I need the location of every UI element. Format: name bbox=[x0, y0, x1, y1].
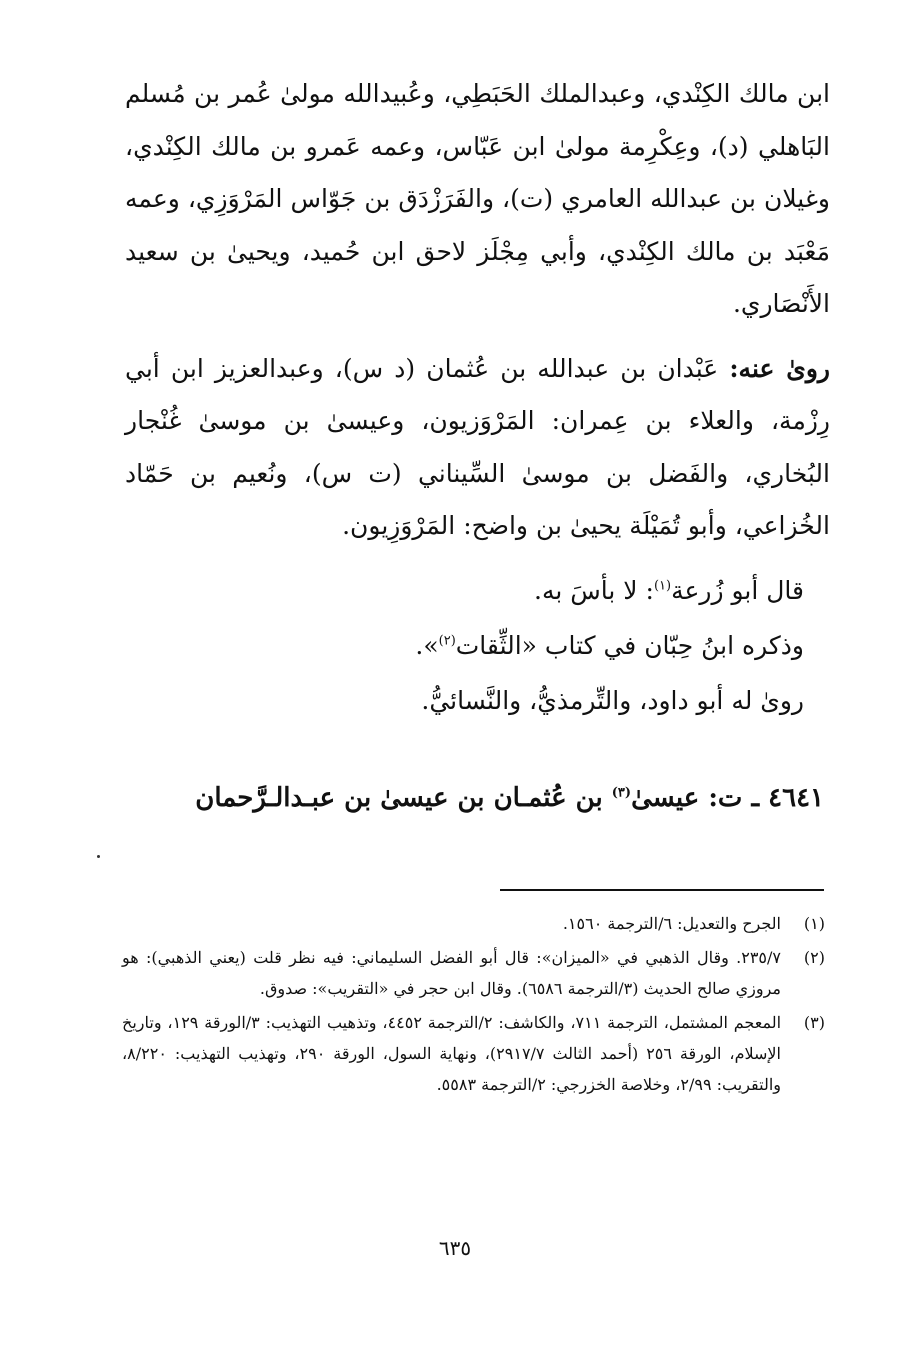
footnote-ref-1: (١) bbox=[653, 578, 672, 594]
footnote-text: الجرح والتعديل: ٦/الترجمة ١٥٦٠. bbox=[562, 914, 781, 933]
entry-heading bbox=[125, 776, 830, 820]
footnotes bbox=[122, 908, 825, 1103]
footnote-3 bbox=[122, 1007, 825, 1100]
entry-number-name: ٤٦٤١ ـ ت: عيسىٰ bbox=[631, 782, 824, 813]
entry-lineage: بن عُثمـان بن عيسىٰ بن عبـدالـرَّحمان bbox=[195, 782, 603, 813]
footnote-divider bbox=[500, 889, 824, 891]
main-text bbox=[125, 68, 830, 820]
statement-narrators: روىٰ له أبو داود، والتِّرمذيُّ، والنَّسائيُّ. bbox=[421, 685, 804, 715]
footnote-ref-2: (٢) bbox=[438, 633, 456, 649]
statement-ibn-hibban: وذكره ابنُ حِبّان في كتاب «الثِّقات$^{(٢)}$». bbox=[415, 630, 804, 660]
footnote-number: (٣) bbox=[803, 1013, 825, 1032]
print-speck bbox=[97, 855, 100, 858]
narrated-from-him-label: روىٰ عنه: bbox=[729, 353, 830, 383]
biography-paragraph-students bbox=[125, 343, 830, 553]
footnote-number: (١) bbox=[803, 914, 825, 933]
biography-paragraph-teachers bbox=[125, 68, 830, 331]
statement-abu-zura: قال أبو زُرعة$^{(١)}$: لا بأسَ به. bbox=[534, 575, 804, 605]
footnote-text: ٢٣٥/٧. وقال الذهبي في «الميزان»: قال أبو الفضل السليماني: فيه نظر قلت (يعني الذهبي): هو مروزي صالح الحديث (٣/الترجمة ٦٥٨٦). وقال ابن حجر في «التقريب»: صدوق. bbox=[122, 948, 781, 998]
footnote-ref-3: (٣) bbox=[611, 784, 632, 800]
footnote-text: المعجم المشتمل، الترجمة ٧١١، والكاشف: ٢/الترجمة ٤٤٥٢، وتذهيب التهذيب: ٣/الورقة ١٢٩، وتاريخ الإسلام، الورقة ٢٥٦ (أحمد الثالث ٢٩١٧/٧)، ونهاية السول، الورقة ٢٩٠، وتهذيب التهذيب: ٨/٢٢٠، والتقريب: ٢/٩٩، وخلاصة الخزرجي: ٢/الترجمة ٥٥٨٣. bbox=[122, 1013, 782, 1094]
teachers-text: ابن مالك الكِنْدي، وعبدالملك الحَبَطِي، وعُبيدالله مولىٰ عُمر بن مُسلم البَاهلي (د)، وعِكْرِمة مولىٰ ابن عَبّاس، وعمه عَمرو بن مالك الكِنْدي، وغيلان بن عبدالله العامري (ت)، والفَرَزْدَق بن جَوّاس المَرْوَزِي، وعمه مَعْبَد بن مالك الكِنْدي، وأبي مِجْلَز لاحق ابن حُميد، ويحيىٰ بن سعيد الأَنْصَاري. bbox=[125, 79, 830, 318]
students-text: عَبْدان بن عبدالله بن عُثمان (د س)، وعبدالعزيز ابن أبي رِزْمة، والعلاء بن عِمران: المَرْوَزيون، وعيسىٰ بن موسىٰ غُنْجار البُخاري، والفَضل بن موسىٰ السِّيناني (ت س)، ونُعيم بن حَمّاد الخُزاعي، وأبو تُمَيْلَة يحيىٰ بن واضح: المَرْوَزِيون. bbox=[125, 353, 830, 540]
footnote-2 bbox=[122, 942, 825, 1004]
page-number: ٦٣٥ bbox=[438, 1236, 472, 1260]
footnote-1 bbox=[122, 908, 825, 939]
footnote-number: (٢) bbox=[803, 948, 825, 967]
